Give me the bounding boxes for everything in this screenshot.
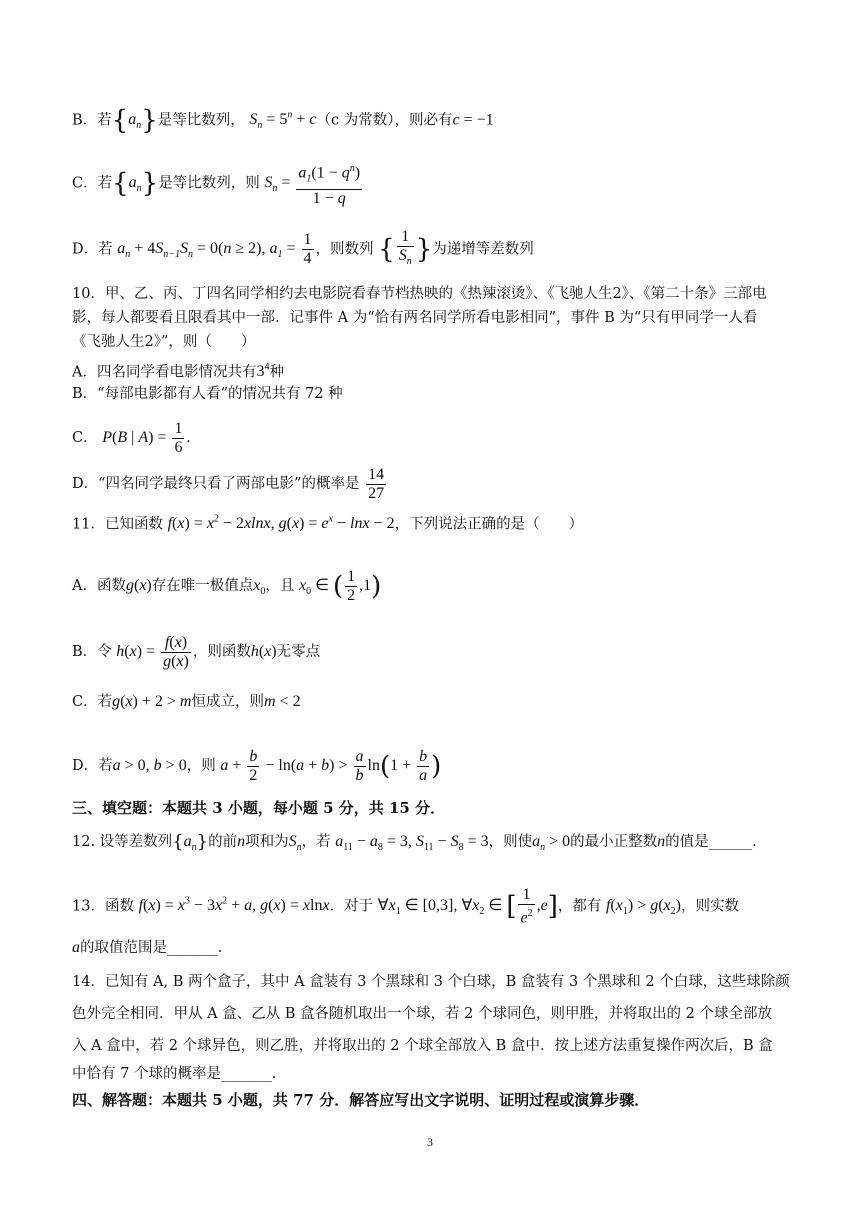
q12: 12. 设等差数列$\{a_n\}$的前n项和为$S_n$，若 $a_{11} - a_8 = 3$, $S_{11} - S_8 = 3$，则使$a_n > 0$的最小正整数n的值是______.: [72, 831, 757, 854]
section-3-heading: 三、填空题：本题共 3 小题，每小题 5 分，共 15 分．: [72, 799, 446, 817]
q14-line3: 入 A 盒中，若 2 个球异色，则乙胜，并将取出的 2 个球全部放入 B 盒中．按上述方法重复操作两次后，B 盒: [72, 1038, 773, 1054]
q13-line1: 13．函数 $f(x) = x^3 - 3x^2 + a$, g(x) = xlnx．对于 $\forall x_1$ ∈ [0,3], $\forall x_2$ ∈ [ $\frac{1}{e^2}$ ,e]，都有 $f(x_1) > g(x_2)$，则实数: [72, 886, 739, 927]
q13-line2: a的取值范围是_______.: [72, 939, 223, 956]
text: B．若: [72, 112, 112, 129]
q10-stem-line1: 10．甲、乙、丙、丁四名同学相约去电影院看春节档热映的《热辣滚烫》、《飞驰人生2》、《第二十条》三部电: [72, 286, 767, 302]
text: ，则实数: [680, 898, 739, 915]
q14-line4: 中恰有 7 个球的概率是_______.: [72, 1066, 277, 1082]
q10-option-a: A．四名同学看电影情况共有$3^4$种: [72, 362, 284, 381]
q10-stem-line2: 影，每人都要看且限看其中一部．记事件 A 为“恰有两名同学所看电影相同”，事件 B 为“只有甲同学一人看: [72, 310, 758, 326]
q14-line1: 14．已知有 A, B 两个盒子，其中 A 盒装有 3 个黑球和 3 个白球，B 盒装有 3 个黑球和 2 个白球，这些球除颜: [72, 974, 790, 990]
text: 项和为: [245, 834, 289, 850]
q10-option-b: B．“每部电影都有人看”的情况共有 72 种: [72, 386, 343, 402]
q10-stem-line3: 《飞驰人生2》”，则（ ）: [72, 334, 256, 350]
text: 的前: [208, 834, 238, 850]
text: 是等比数列，则: [158, 175, 260, 192]
text: 无零点: [276, 644, 321, 661]
text: ，下列说法正确的是（ ）: [394, 516, 584, 533]
text: 种: [269, 364, 284, 381]
text: 13．函数: [72, 898, 134, 915]
text: ，则函数: [192, 644, 251, 661]
text: C．若: [72, 694, 113, 710]
text: A．函数: [72, 578, 126, 595]
page-number: 3: [427, 1135, 433, 1149]
text: ，若: [301, 834, 331, 850]
text: D．若: [72, 241, 113, 258]
text: ，都有: [557, 898, 602, 915]
text: C．: [72, 430, 98, 447]
text: ，则使: [488, 834, 533, 850]
q11-option-b: B．令 h(x) = $\frac{f(x)}{g(x)}$ ，则函数h(x)无零点: [72, 634, 321, 670]
section-4-heading: 四、解答题：本题共 5 小题，共 77 分．解答应写出文字说明、证明过程或演算步骤．: [72, 1091, 650, 1109]
text: ，则数列: [315, 241, 374, 258]
q10-option-c: C． P(B | A) = $\frac{1}{6}$ .: [72, 420, 191, 456]
q11-option-d: D．若a > 0, b > 0，则 a + $\frac{b}{2}$ − ln(a + b) > $\frac{a}{b}$ ln(1 + $\frac{b}{a}$ ): [72, 748, 442, 784]
text: 是等比数列，: [157, 112, 245, 129]
text: A．四名同学看电影情况共有: [72, 364, 257, 381]
q9-option-c: C．若$\{a_n\}$是等比数列，则 $S_n$ = $\frac{a_1(1 - q^n)}{1 - q}$: [72, 160, 364, 208]
text: ，且: [265, 578, 295, 595]
q11-stem: 11．已知函数 $f(x) = x^2 - 2xlnx$, $g(x) = e^x - \ln x - 2$，下列说法正确的是（ ）: [72, 514, 584, 533]
q14-line2: 色外完全相同．甲从 A 盒、乙从 B 盒各随机取出一个球，若 2 个球同色，则甲胜，并将取出的 2 个球全部放: [72, 1006, 772, 1022]
text: D．若: [72, 758, 113, 775]
text: （c 为常数），则必有: [316, 112, 453, 129]
text: 12. 设等差数列: [72, 834, 173, 850]
q10-option-d: D．“四名同学最终只看了两部电影”的概率是 $\frac{14}{27}$: [72, 466, 385, 502]
text: 恒成立，则: [191, 694, 264, 710]
text: C．若: [72, 175, 113, 192]
text: B．令: [72, 644, 112, 661]
text: D．“四名同学最终只看了两部电影”的概率是: [72, 476, 360, 493]
text: ．对于: [329, 898, 374, 915]
text: 的值是______.: [665, 834, 757, 850]
text: 11．已知函数: [72, 516, 163, 533]
text: 的取值范围是_______.: [80, 940, 223, 956]
text: 的最小正整数: [570, 834, 658, 850]
q9-option-d: D．若 $a_n + 4S_{n-1}S_n = 0(n \ge 2)$, $a_1$ = $\frac{1}{4}$ ，则数列 { $\frac{1}{S_n}$ }为递增等差数列: [72, 228, 534, 268]
text: ，则: [186, 758, 216, 775]
text: 为递增等差数列: [432, 241, 534, 258]
q11-option-a: A．函数g(x)存在唯一极值点$x_0$，且 $x_0$ ∈ ( $\frac{1}{2}$ ,1): [72, 568, 382, 604]
text: 存在唯一极值点: [151, 578, 254, 595]
q9-option-b: B．若$\{a_n\}$是等比数列， $S_n = 5^n + c(c$ 为常数），则必有c = −1: [72, 105, 494, 136]
q11-option-c: C．若g(x) + 2 > m恒成立，则m < 2: [72, 693, 301, 710]
